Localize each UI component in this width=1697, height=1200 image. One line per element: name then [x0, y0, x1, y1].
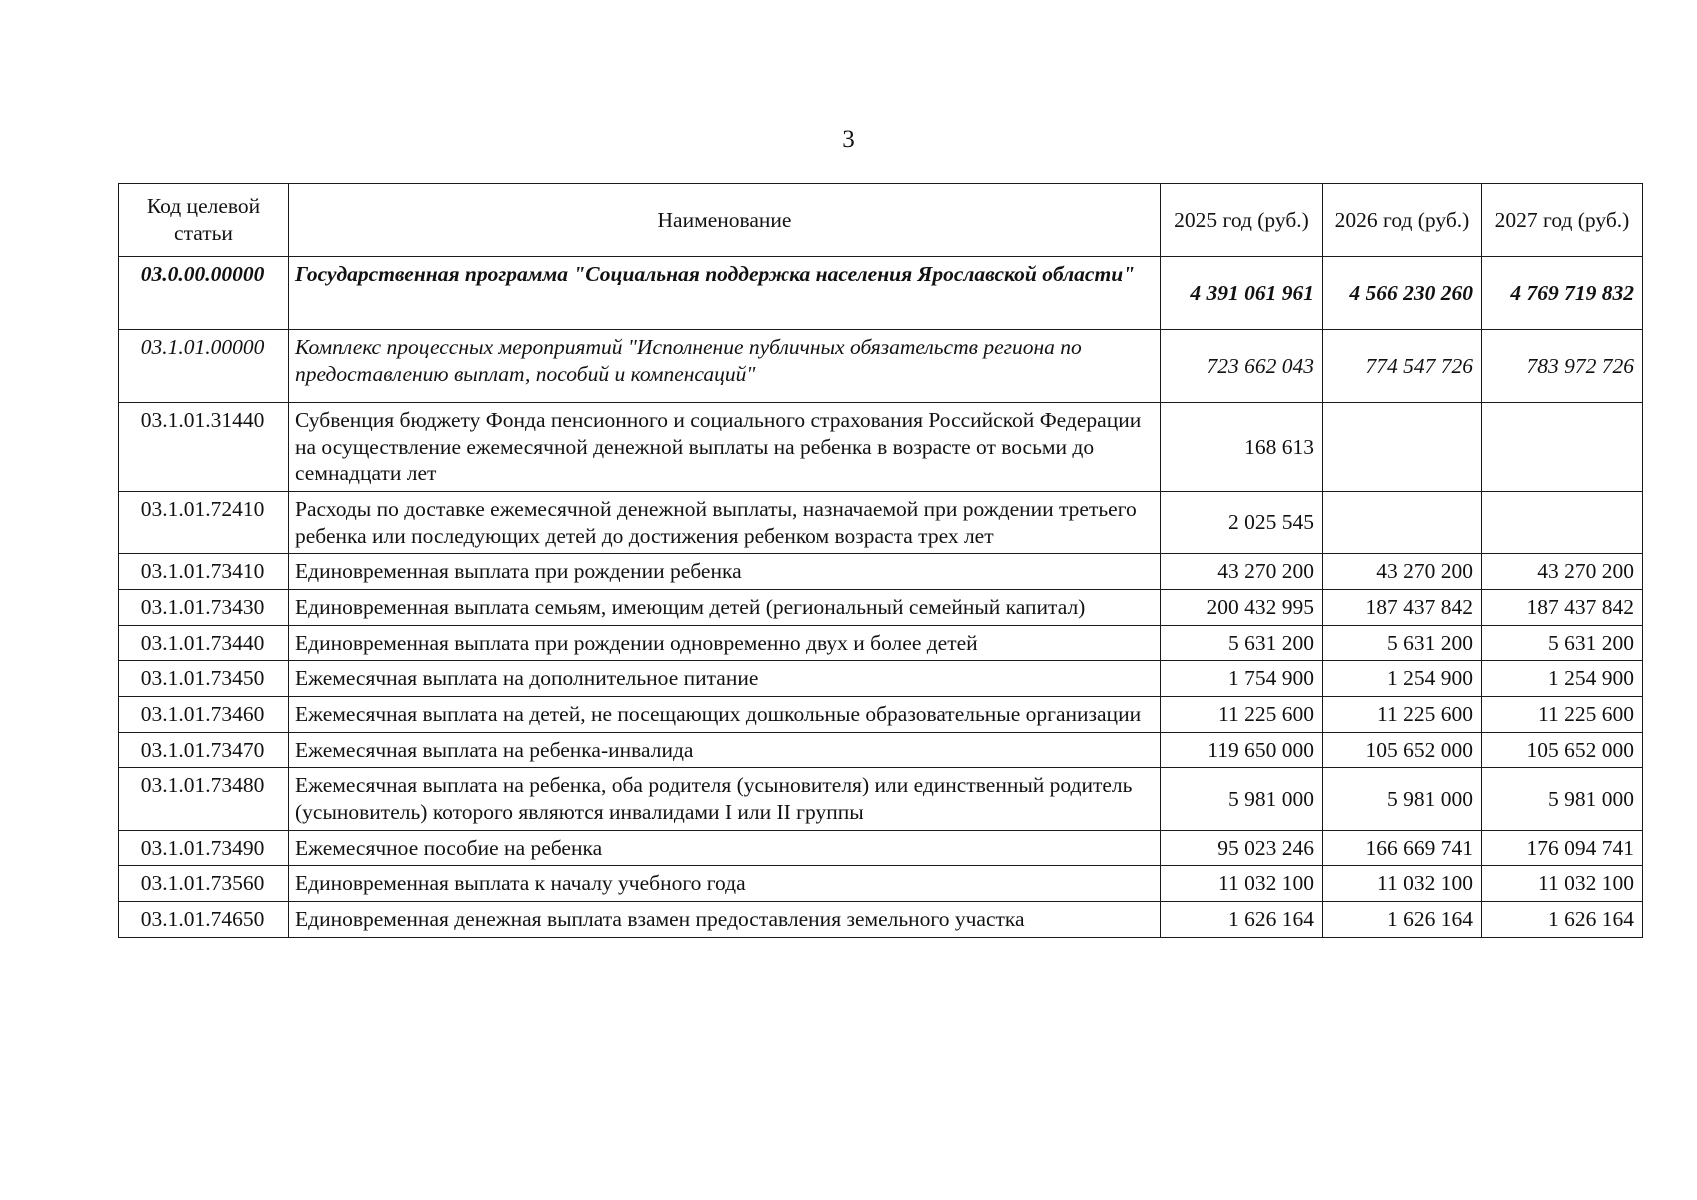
row-amount-2027: 187 437 842: [1482, 589, 1643, 625]
row-amount-2026: 774 547 726: [1323, 330, 1482, 403]
row-name: Субвенция бюджету Фонда пенсионного и социального страхования Российской Федерации на осуществление ежемесячной денежной выплаты на ребенка в возрасте от восьми до семнадцати лет: [289, 403, 1161, 492]
row-amount-2027: 783 972 726: [1482, 330, 1643, 403]
row-amount-2027: 176 094 741: [1482, 830, 1643, 866]
row-amount-2026: 187 437 842: [1323, 589, 1482, 625]
table-row: [119, 554, 1643, 590]
row-amount-2025: 5 981 000: [1161, 768, 1323, 830]
row-amount-2027: 11 225 600: [1482, 696, 1643, 732]
row-amount-2027: 43 270 200: [1482, 554, 1643, 590]
row-name: Единовременная выплата при рождении ребенка: [289, 554, 1161, 590]
row-amount-2027: 11 032 100: [1482, 866, 1643, 902]
row-code: 03.1.01.73460: [119, 696, 289, 732]
row-amount-2025: 200 432 995: [1161, 589, 1323, 625]
row-name: Государственная программа "Социальная поддержка населения Ярославской области": [289, 257, 1161, 330]
row-code: 03.1.01.72410: [119, 491, 289, 553]
row-amount-2026: 5 631 200: [1323, 625, 1482, 661]
table-row: [119, 830, 1643, 866]
row-name: Ежемесячная выплата на дополнительное питание: [289, 661, 1161, 697]
row-code: 03.1.01.73480: [119, 768, 289, 830]
row-amount-2026: 4 566 230 260: [1323, 257, 1482, 330]
row-name: Ежемесячная выплата на ребенка, оба родителя (усыновителя) или единственный родитель (усыновитель) которого являются инвалидами I или II группы: [289, 768, 1161, 830]
row-code: 03.1.01.73450: [119, 661, 289, 697]
table-body: [119, 257, 1643, 938]
row-amount-2026: 1 626 164: [1323, 901, 1482, 937]
row-amount-2026: 105 652 000: [1323, 732, 1482, 768]
row-amount-2026: [1323, 491, 1482, 553]
row-amount-2025: 43 270 200: [1161, 554, 1323, 590]
row-code: 03.1.01.73430: [119, 589, 289, 625]
row-amount-2025: 1 754 900: [1161, 661, 1323, 697]
row-name: Единовременная выплата к началу учебного года: [289, 866, 1161, 902]
header-name: Наименование: [289, 184, 1161, 257]
row-name: Ежемесячная выплата на ребенка-инвалида: [289, 732, 1161, 768]
row-code: 03.1.01.31440: [119, 403, 289, 492]
row-code: 03.1.01.73560: [119, 866, 289, 902]
row-amount-2027: 105 652 000: [1482, 732, 1643, 768]
row-amount-2026: 166 669 741: [1323, 830, 1482, 866]
table-row: [119, 661, 1643, 697]
header-row: [119, 184, 1643, 257]
row-amount-2025: 168 613: [1161, 403, 1323, 492]
row-amount-2025: 5 631 200: [1161, 625, 1323, 661]
table-row: [119, 901, 1643, 937]
table-row: [119, 696, 1643, 732]
row-name: Ежемесячная выплата на детей, не посещающих дошкольные образовательные организации: [289, 696, 1161, 732]
row-code: 03.1.01.73470: [119, 732, 289, 768]
table-row: [119, 625, 1643, 661]
row-amount-2026: 11 225 600: [1323, 696, 1482, 732]
row-amount-2025: 1 626 164: [1161, 901, 1323, 937]
row-name: Единовременная денежная выплата взамен предоставления земельного участка: [289, 901, 1161, 937]
row-code: 03.0.00.00000: [119, 257, 289, 330]
row-amount-2025: 95 023 246: [1161, 830, 1323, 866]
header-2027: 2027 год (руб.): [1482, 184, 1643, 257]
row-amount-2027: [1482, 491, 1643, 553]
row-amount-2026: 1 254 900: [1323, 661, 1482, 697]
header-code: Код целевой статьи: [119, 184, 289, 257]
row-name: Ежемесячное пособие на ребенка: [289, 830, 1161, 866]
row-name: Единовременная выплата при рождении одновременно двух и более детей: [289, 625, 1161, 661]
row-code: 03.1.01.74650: [119, 901, 289, 937]
table-row: [119, 403, 1643, 492]
table-row: [119, 257, 1643, 330]
row-amount-2026: 11 032 100: [1323, 866, 1482, 902]
table-header: [119, 184, 1643, 257]
row-amount-2026: [1323, 403, 1482, 492]
row-amount-2025: 11 225 600: [1161, 696, 1323, 732]
table-row: [119, 491, 1643, 553]
table-row: [119, 768, 1643, 830]
table-row: [119, 732, 1643, 768]
row-code: 03.1.01.73440: [119, 625, 289, 661]
row-amount-2026: 5 981 000: [1323, 768, 1482, 830]
row-code: 03.1.01.73490: [119, 830, 289, 866]
row-name: Единовременная выплата семьям, имеющим детей (региональный семейный капитал): [289, 589, 1161, 625]
table-row: [119, 866, 1643, 902]
budget-table: [118, 183, 1643, 938]
table-row: [119, 589, 1643, 625]
row-name: Расходы по доставке ежемесячной денежной выплаты, назначаемой при рождении третьего ребенка или последующих детей до достижения ребенком возраста трех лет: [289, 491, 1161, 553]
header-2025: 2025 год (руб.): [1161, 184, 1323, 257]
row-amount-2027: [1482, 403, 1643, 492]
row-code: 03.1.01.73410: [119, 554, 289, 590]
row-amount-2025: 11 032 100: [1161, 866, 1323, 902]
row-amount-2027: 1 626 164: [1482, 901, 1643, 937]
row-amount-2025: 119 650 000: [1161, 732, 1323, 768]
page-number: 3: [842, 126, 855, 153]
row-amount-2027: 1 254 900: [1482, 661, 1643, 697]
row-amount-2025: 4 391 061 961: [1161, 257, 1323, 330]
row-amount-2026: 43 270 200: [1323, 554, 1482, 590]
header-2026: 2026 год (руб.): [1323, 184, 1482, 257]
row-amount-2025: 723 662 043: [1161, 330, 1323, 403]
row-amount-2027: 5 981 000: [1482, 768, 1643, 830]
table-row: [119, 330, 1643, 403]
row-name: Комплекс процессных мероприятий "Исполнение публичных обязательств региона по предоставлению выплат, пособий и компенсаций": [289, 330, 1161, 403]
row-code: 03.1.01.00000: [119, 330, 289, 403]
row-amount-2027: 5 631 200: [1482, 625, 1643, 661]
row-amount-2027: 4 769 719 832: [1482, 257, 1643, 330]
row-amount-2025: 2 025 545: [1161, 491, 1323, 553]
